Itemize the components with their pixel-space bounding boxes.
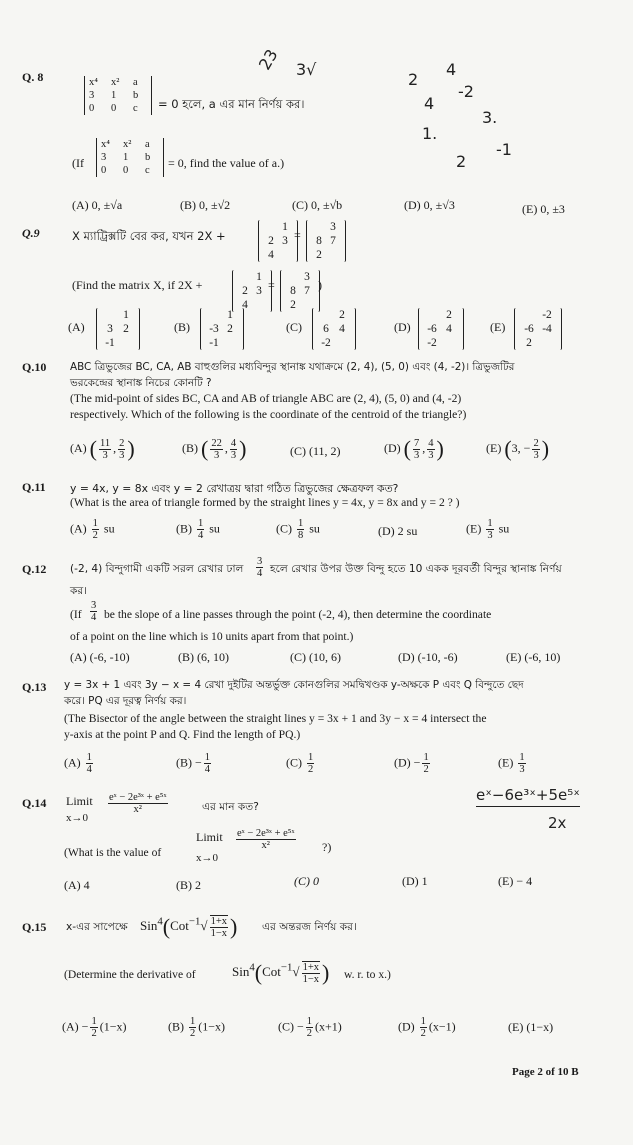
- frac-num: 1: [198, 518, 204, 529]
- limit-fraction: [108, 792, 168, 815]
- determinant: [84, 76, 152, 115]
- option-b[interactable]: (B) 2: [176, 878, 201, 892]
- frac-num: 1: [308, 752, 314, 763]
- det-cell: 1: [111, 90, 117, 101]
- option-label: (A): [70, 440, 87, 455]
- option-d[interactable]: [378, 524, 417, 539]
- handwritten-note: 1.: [422, 124, 438, 143]
- matrix-cell: 1: [282, 221, 288, 233]
- option-a[interactable]: (A) ( $\frac{11}{3}$ , $\frac{2}{3}$ ): [70, 436, 135, 461]
- handwritten-note: 2: [456, 152, 467, 171]
- option-label: (C): [290, 444, 306, 458]
- option-c[interactable]: (C) 0: [294, 874, 319, 888]
- question-number: Q.12: [22, 562, 47, 576]
- option-value: (x+1): [315, 1019, 342, 1034]
- det-cell: x²: [123, 139, 132, 150]
- frac-num: 2: [119, 437, 125, 449]
- option-b[interactable]: [176, 752, 213, 775]
- frac-den: 1−x: [210, 928, 227, 939]
- question-text-english: (Determine the derivative of: [64, 968, 196, 981]
- det-cell: 1: [123, 152, 129, 163]
- question-text-bangla: y = 4x, y = 8x এবং y = 2 রেখাত্রয় দ্বারা গঠিত ত্রিভুজের ক্ষেত্রফল কত?: [70, 482, 399, 495]
- unit: su: [103, 521, 115, 536]
- handwritten-note: 2: [408, 70, 419, 89]
- matrix-cell: -4: [542, 323, 552, 335]
- matrix-cell: -6: [427, 323, 437, 335]
- det-cell: 0: [101, 165, 107, 176]
- frac-num: 1: [92, 518, 98, 529]
- option-label: (D): [378, 524, 395, 538]
- option-d-matrix: [418, 308, 464, 350]
- frac-den: 2: [306, 1028, 313, 1039]
- option-label: (B): [182, 440, 198, 455]
- question-number: Q.14: [22, 796, 47, 810]
- frac-den: 3: [414, 449, 420, 461]
- det-cell: 3: [101, 152, 107, 163]
- frac-num: 22: [211, 437, 222, 449]
- handwritten-note: 4: [446, 60, 457, 79]
- option-e[interactable]: (E) − 4: [498, 874, 533, 888]
- option-value: (1−x): [526, 1020, 554, 1034]
- frac-den: 3: [119, 449, 125, 461]
- frac-den: 3: [487, 530, 493, 541]
- option-label: (B): [176, 521, 192, 536]
- option-c-matrix: [312, 308, 356, 350]
- option-label: (D): [394, 320, 411, 334]
- question-text-bangla: করে। PQ এর দূরত্ব নির্ণয় কর।: [64, 695, 187, 707]
- matrix-cell: 1: [227, 309, 233, 321]
- frac-den: 2: [91, 1028, 97, 1039]
- func-part: −1: [280, 961, 293, 974]
- frac-num: 1: [204, 752, 211, 763]
- func-part: 4: [249, 961, 255, 974]
- option-label: (B): [174, 320, 190, 334]
- option-label: (C): [278, 1019, 294, 1034]
- option-d[interactable]: (D) 0, ±√3: [404, 198, 455, 212]
- sign: −: [413, 755, 421, 770]
- question-text-english: of a point on the line which is 10 units apart from that point.): [70, 630, 354, 643]
- matrix-cell: 4: [446, 323, 452, 335]
- matrix-cell: 3: [107, 323, 113, 335]
- matrix-cell: 2: [446, 309, 452, 321]
- option-label: (D): [394, 755, 411, 770]
- frac-num: 11: [100, 437, 111, 449]
- matrix-cell: -3: [209, 323, 219, 335]
- close-paren: ): [318, 278, 322, 292]
- option-c[interactable]: (C) (10, 6): [290, 650, 341, 664]
- option-value: 2 su: [397, 524, 418, 538]
- frac-den: 3: [519, 764, 525, 775]
- func-part: Cot: [262, 963, 281, 979]
- option-label: (A): [62, 1019, 79, 1034]
- det-cell: a: [133, 77, 138, 88]
- matrix-cell: 6: [323, 323, 329, 335]
- option-value: (11, 2): [309, 444, 341, 458]
- frac-den: 2: [92, 530, 98, 541]
- option-b[interactable]: (B) ( $\frac{22}{3}$ , $\frac{4}{3}$ ): [182, 436, 247, 461]
- handwritten-note: 23: [254, 45, 282, 74]
- handwritten-work: eˣ−6e³ˣ+5e⁵ˣ: [476, 786, 580, 807]
- frac-num: 1: [487, 518, 493, 529]
- question-text-bangla: এর মান কত?: [202, 801, 259, 813]
- option-d[interactable]: (D) ( $\frac{7}{3}$ , $\frac{4}{3}$ ): [384, 436, 444, 461]
- option-b-matrix: [200, 308, 244, 350]
- option-a[interactable]: [64, 752, 95, 775]
- determinant: [96, 138, 164, 177]
- det-cell: c: [133, 103, 138, 114]
- question-text-english: (What is the area of triangle formed by the straight lines y = 4x, y = 8x and y = 2 ? ): [70, 496, 460, 509]
- option-label: (C): [276, 521, 292, 536]
- option-a-matrix: [96, 308, 140, 350]
- frac-num: 1: [306, 1016, 313, 1027]
- question-text-bangla: ভরকেন্দ্রের স্থানাঙ্ক নিচের কোনটি ?: [70, 377, 212, 389]
- option-label: (E): [498, 755, 514, 770]
- question-number: Q.13: [22, 680, 47, 694]
- det-cell: b: [133, 90, 139, 101]
- option-b[interactable]: [176, 518, 220, 541]
- frac-den: 3: [533, 449, 539, 461]
- option-b[interactable]: [174, 320, 190, 335]
- matrix-cell: 7: [304, 285, 310, 297]
- frac-num: 4: [230, 437, 237, 449]
- frac-den: 4: [257, 568, 263, 579]
- option-d[interactable]: (D) (-10, -6): [398, 650, 458, 664]
- question-number: Q. 8: [22, 70, 44, 84]
- question-number: Q.9: [22, 226, 40, 240]
- option-value: 3, −: [511, 440, 531, 455]
- option-label: (D): [398, 1019, 415, 1034]
- matrix-cell: -2: [427, 337, 437, 349]
- option-d[interactable]: [398, 1016, 456, 1039]
- option-a[interactable]: [68, 320, 85, 335]
- func-part: Sin: [232, 963, 250, 979]
- func-part: 4: [157, 915, 163, 928]
- unit: su: [309, 521, 320, 536]
- frac-num: 3: [257, 556, 263, 567]
- question-number: Q.11: [22, 480, 46, 494]
- matrix-cell: 3: [282, 235, 288, 247]
- option-b[interactable]: [168, 1016, 225, 1039]
- frac-num: 1+x: [302, 962, 319, 973]
- det-cell: 0: [111, 103, 117, 114]
- option-d[interactable]: [394, 752, 432, 775]
- option-c[interactable]: (C) 0, ±√b: [292, 198, 343, 212]
- frac-den: 3: [230, 449, 237, 461]
- frac-num: 7: [414, 437, 420, 449]
- question-text-english: (The Bisector of the angle between the straight lines y = 3x + 1 and 3y − x = 4 intersect the: [64, 712, 487, 725]
- frac-den: 3: [428, 449, 434, 461]
- question-text-bangla: ABC ত্রিভুজের BC, CA, AB বাহুগুলির মধ্যবিন্দুর স্থানাঙ্ক যথাক্রমে (2, 4), (5, 0) এবং (4, -2)। ত্রিভুজটির: [70, 361, 515, 373]
- handwritten-note: 3.: [482, 108, 498, 127]
- option-c[interactable]: [276, 518, 320, 541]
- matrix-cell: 2: [290, 299, 296, 311]
- frac-num: 1: [298, 518, 304, 529]
- option-label: (C): [286, 755, 302, 770]
- option-value: (1−x): [99, 1019, 127, 1034]
- option-e[interactable]: [490, 320, 505, 335]
- question-prefix: (If: [72, 156, 84, 170]
- option-b[interactable]: (B) 0, ±√2: [180, 198, 231, 212]
- option-label: (A): [70, 521, 87, 536]
- option-b[interactable]: (B) (6, 10): [178, 650, 229, 664]
- frac-den: x²: [261, 840, 270, 851]
- matrix: [280, 270, 320, 312]
- option-e[interactable]: (E) 0, ±3: [522, 202, 565, 216]
- handwritten-note: 3√: [296, 60, 317, 79]
- frac-num: 1: [86, 752, 92, 763]
- func-part: Cot: [170, 917, 189, 933]
- question-text-bangla: y = 3x + 1 এবং 3y − x = 4 রেখা দুইটির অন্তর্ভুক্ত কোনগুলির সমদ্বিখণ্ডক y-অক্ষকে P এবং Q বিন্দুতে ছেদ: [64, 679, 524, 691]
- option-d[interactable]: (D) 1: [402, 874, 428, 888]
- option-label: (E): [486, 440, 502, 455]
- option-c[interactable]: [278, 1016, 342, 1039]
- page-number: Page 2 of 10 B: [512, 1066, 579, 1078]
- option-c[interactable]: [290, 444, 341, 459]
- option-label: (E): [508, 1020, 524, 1034]
- option-a[interactable]: (A) (-6, -10): [70, 650, 130, 664]
- frac-den: 4: [86, 764, 92, 775]
- question-text-bangla: এর অন্তরজ নির্ণয় কর।: [262, 921, 357, 933]
- frac-num: 2: [533, 437, 539, 449]
- frac-den: 8: [298, 530, 304, 541]
- frac-den: x²: [133, 804, 142, 815]
- option-a[interactable]: [62, 1016, 126, 1039]
- matrix-cell: -2: [542, 309, 552, 321]
- det-cell: a: [145, 139, 150, 150]
- frac-den: 2: [308, 764, 314, 775]
- sign: −: [81, 1019, 89, 1034]
- question-text-bangla: = 0 হলে, a এর মান নির্ণয় কর।: [158, 97, 305, 111]
- det-cell: 0: [89, 103, 95, 114]
- frac-den: 4: [204, 764, 211, 775]
- matrix-cell: -6: [524, 323, 534, 335]
- question-suffix: w. r. to x.): [344, 968, 391, 981]
- slope-fraction: [90, 600, 97, 623]
- matrix-cell: -2: [321, 337, 331, 349]
- question-text-bangla: X ম্যাট্রিক্সটি বের কর, যখন 2X +: [72, 229, 226, 243]
- question-text-english: (If: [70, 608, 82, 621]
- matrix-cell: 2: [123, 323, 129, 335]
- option-d[interactable]: [394, 320, 411, 335]
- slope-fraction: [256, 556, 263, 579]
- option-e[interactable]: [498, 752, 528, 775]
- question-text-bangla: কর।: [70, 585, 88, 597]
- matrix-cell: 8: [290, 285, 296, 297]
- matrix: [232, 270, 272, 312]
- question-text-english: be the slope of a line passes through the point (-2, 4), then determine the coordinate: [104, 608, 492, 621]
- sign: −: [297, 1019, 304, 1034]
- limit-sub: x→0: [196, 852, 218, 864]
- matrix-cell: 3: [304, 271, 310, 283]
- option-value: (1−x): [198, 1019, 226, 1034]
- matrix-cell: 3: [256, 285, 262, 297]
- limit-label: Limit: [66, 794, 93, 808]
- handwritten-note: -2: [458, 82, 474, 101]
- option-a[interactable]: [70, 518, 115, 541]
- frac-num: 1: [420, 1016, 426, 1027]
- option-label: (E): [490, 320, 506, 334]
- frac-num: eˣ − 2e³ˣ + e⁵ˣ: [109, 792, 167, 803]
- frac-den: 4: [91, 612, 97, 623]
- option-e-matrix: [514, 308, 562, 350]
- question-text-english: (The mid-point of sides BC, CA and AB of triangle ABC are (2, 4), (5, 0) and (4, -2): [70, 392, 462, 405]
- frac-num: 1: [519, 752, 525, 763]
- frac-num: eˣ − 2e³ˣ + e⁵ˣ: [237, 828, 295, 839]
- option-a[interactable]: (A) 0, ±√a: [72, 198, 123, 212]
- det-cell: 3: [89, 90, 95, 101]
- matrix-cell: 3: [330, 221, 336, 233]
- matrix-cell: 4: [268, 249, 274, 261]
- option-label: (C): [286, 320, 302, 334]
- limit-label: Limit: [196, 830, 223, 844]
- matrix-cell: 2: [316, 249, 322, 261]
- func-part: Sin: [140, 917, 158, 933]
- matrix-cell: 2: [242, 285, 248, 297]
- handwritten-note: -1: [496, 140, 512, 159]
- question-text-bangla: x-এর সাপেক্ষে: [66, 921, 128, 933]
- unit: su: [498, 521, 510, 536]
- question-text-english: = 0, find the value of a.): [168, 156, 285, 170]
- frac-num: 1: [423, 752, 429, 763]
- frac-num: 1: [190, 1016, 196, 1027]
- frac-den: 3: [102, 449, 108, 461]
- det-cell: x⁴: [89, 77, 98, 88]
- frac-den: 2: [190, 1028, 196, 1039]
- option-e[interactable]: [466, 518, 509, 541]
- question-text-english: respectively. Which of the following is the coordinate of the centroid of the triangle?): [70, 408, 467, 421]
- matrix-cell: 4: [242, 299, 248, 311]
- question-number: Q.15: [22, 920, 47, 934]
- matrix-cell: 1: [256, 271, 262, 283]
- frac-num: 1: [91, 1016, 97, 1027]
- det-cell: x²: [111, 77, 120, 88]
- matrix-cell: 7: [330, 235, 336, 247]
- handwritten-note: 4: [424, 94, 435, 113]
- frac-den: 2: [420, 1028, 426, 1039]
- unit: su: [209, 521, 220, 536]
- question-text-bangla: হলে রেখার উপর উক্ত বিন্দু হতে 10 একক দূরবর্তী বিন্দুর স্থানাঙ্ক নির্ণয়: [270, 563, 562, 575]
- option-label: (A): [64, 755, 81, 770]
- option-e[interactable]: (E) (3, − $\frac{2}{3}$ ): [486, 436, 550, 461]
- matrix-cell: 4: [339, 323, 345, 335]
- matrix-cell: 2: [526, 337, 532, 349]
- det-cell: x⁴: [101, 139, 110, 150]
- matrix-cell: -1: [105, 337, 115, 349]
- matrix-cell: -1: [209, 337, 219, 349]
- frac-num: 3: [91, 600, 97, 611]
- matrix-cell: 2: [268, 235, 274, 247]
- frac-den: 2: [423, 764, 429, 775]
- handwritten-work: 2x: [548, 814, 567, 832]
- question-text-english: y-axis at the point P and Q. Find the length of PQ.): [64, 728, 301, 741]
- matrix-cell: 2: [339, 309, 345, 321]
- equals-sign: =: [268, 278, 275, 292]
- question-number: Q.10: [22, 360, 47, 374]
- det-cell: 0: [123, 165, 129, 176]
- option-label: (B): [176, 755, 192, 770]
- det-cell: b: [145, 152, 151, 163]
- option-label: (A): [68, 320, 85, 334]
- option-c[interactable]: [286, 320, 302, 335]
- equals-sign: =: [294, 228, 301, 242]
- func-part: −1: [188, 915, 201, 928]
- question-text-english: (What is the value of: [64, 846, 162, 859]
- option-e[interactable]: (E) (-6, 10): [506, 650, 561, 664]
- matrix: [258, 220, 298, 262]
- limit-sub: x→0: [66, 812, 88, 824]
- frac-num: 1+x: [210, 916, 227, 927]
- option-label: (B): [168, 1019, 184, 1034]
- question-text-bangla: (-2, 4) বিন্দুগামী একটি সরল রেখার ঢাল: [70, 563, 244, 575]
- function-expression: Sin$^4$(Cot$^{-1}$√ $\frac{1+x}{1-x}$ ): [232, 960, 330, 985]
- question-suffix: ?): [322, 840, 332, 854]
- option-value: (x−1): [428, 1019, 456, 1034]
- matrix: [306, 220, 346, 262]
- det-cell: c: [145, 165, 150, 176]
- option-a[interactable]: (A) 4: [64, 878, 90, 892]
- frac-num: 4: [428, 437, 434, 449]
- option-label: (E): [466, 521, 482, 536]
- limit-fraction: [236, 828, 296, 851]
- matrix-cell: 1: [123, 309, 129, 321]
- frac-den: 1−x: [302, 974, 319, 985]
- option-label: (D): [384, 440, 401, 455]
- option-e[interactable]: [508, 1020, 553, 1035]
- frac-den: 4: [198, 530, 204, 541]
- frac-den: 3: [213, 449, 220, 461]
- option-c[interactable]: [286, 752, 316, 775]
- function-expression: Sin$^4$(Cot$^{-1}$√ $\frac{1+x}{1-x}$ ): [140, 914, 238, 939]
- matrix-cell: 8: [316, 235, 322, 247]
- sign: −: [195, 755, 202, 770]
- question-text-english: (Find the matrix X, if 2X +: [72, 278, 203, 292]
- matrix-cell: 2: [227, 323, 233, 335]
